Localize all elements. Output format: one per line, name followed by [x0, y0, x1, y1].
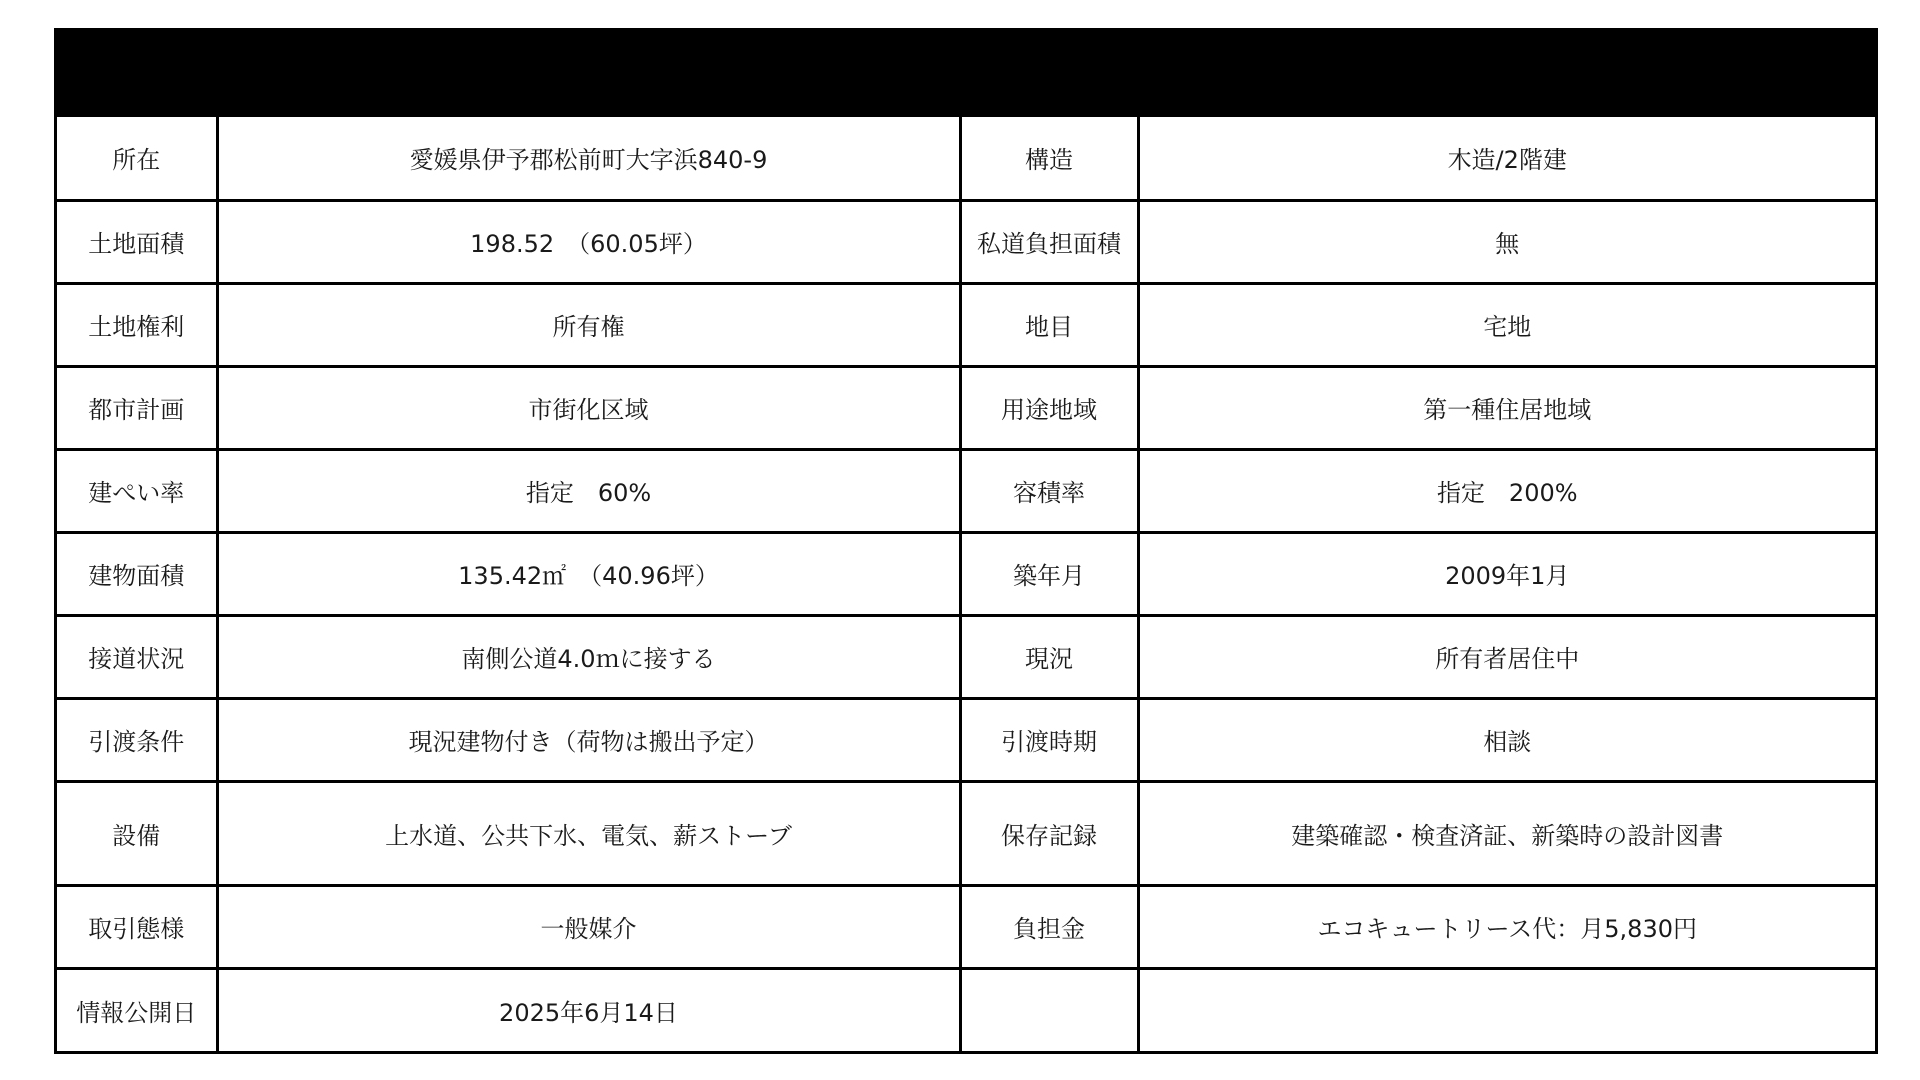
label-structure: 構造	[960, 117, 1138, 200]
table-row	[57, 532, 1875, 615]
value-structure: 木造/2階建	[1138, 117, 1875, 200]
value-publish-date: 2025年6月14日	[217, 968, 960, 1051]
value-built-date: 2009年1月	[1138, 532, 1875, 615]
table-row	[57, 698, 1875, 781]
value-floor-area-ratio: 指定 200%	[1138, 449, 1875, 532]
value-private-road-area: 無	[1138, 200, 1875, 283]
table-row	[57, 615, 1875, 698]
label-delivery-conditions: 引渡条件	[57, 698, 217, 781]
value-current-status: 所有者居住中	[1138, 615, 1875, 698]
label-zoning: 用途地域	[960, 366, 1138, 449]
value-city-planning: 市街化区域	[217, 366, 960, 449]
value-building-coverage: 指定 60%	[217, 449, 960, 532]
value-delivery-timing: 相談	[1138, 698, 1875, 781]
label-land-area: 土地面積	[57, 200, 217, 283]
label-delivery-timing: 引渡時期	[960, 698, 1138, 781]
table-row	[57, 200, 1875, 283]
value-land-category: 宅地	[1138, 283, 1875, 366]
label-city-planning: 都市計画	[57, 366, 217, 449]
value-facilities: 上水道、公共下水、電気、薪ストーブ	[217, 781, 960, 885]
label-building-coverage: 建ぺい率	[57, 449, 217, 532]
table-row	[57, 117, 1875, 200]
value-transaction-type: 一般媒介	[217, 885, 960, 968]
label-private-road-area: 私道負担面積	[960, 200, 1138, 283]
label-floor-area-ratio: 容積率	[960, 449, 1138, 532]
value-location: 愛媛県伊予郡松前町大字浜840-9	[217, 117, 960, 200]
header-bar	[57, 31, 1875, 117]
value-records: 建築確認・検査済証、新築時の設計図書	[1138, 781, 1875, 885]
value-zoning: 第一種住居地域	[1138, 366, 1875, 449]
label-current-status: 現況	[960, 615, 1138, 698]
table-row	[57, 366, 1875, 449]
label-location: 所在	[57, 117, 217, 200]
label-transaction-type: 取引態様	[57, 885, 217, 968]
label-built-date: 築年月	[960, 532, 1138, 615]
value-building-area: 135.42㎡ （40.96坪）	[217, 532, 960, 615]
value-delivery-conditions: 現況建物付き（荷物は搬出予定）	[217, 698, 960, 781]
label-building-area: 建物面積	[57, 532, 217, 615]
label-land-category: 地目	[960, 283, 1138, 366]
table-row	[57, 968, 1875, 1051]
value-road-access: 南側公道4.0ｍに接する	[217, 615, 960, 698]
label-publish-date: 情報公開日	[57, 968, 217, 1051]
property-spec-table	[57, 117, 1875, 1051]
label-road-access: 接道状況	[57, 615, 217, 698]
label-records: 保存記録	[960, 781, 1138, 885]
value-charges: エコキュートリース代：月5,830円	[1138, 885, 1875, 968]
table-row	[57, 885, 1875, 968]
table-row	[57, 283, 1875, 366]
table-row	[57, 781, 1875, 885]
label-charges: 負担金	[960, 885, 1138, 968]
property-spec-sheet	[54, 28, 1878, 1054]
label-empty	[960, 968, 1138, 1051]
value-empty	[1138, 968, 1875, 1051]
table-row	[57, 449, 1875, 532]
value-land-rights: 所有権	[217, 283, 960, 366]
value-land-area: 198.52 （60.05坪）	[217, 200, 960, 283]
label-facilities: 設備	[57, 781, 217, 885]
label-land-rights: 土地権利	[57, 283, 217, 366]
